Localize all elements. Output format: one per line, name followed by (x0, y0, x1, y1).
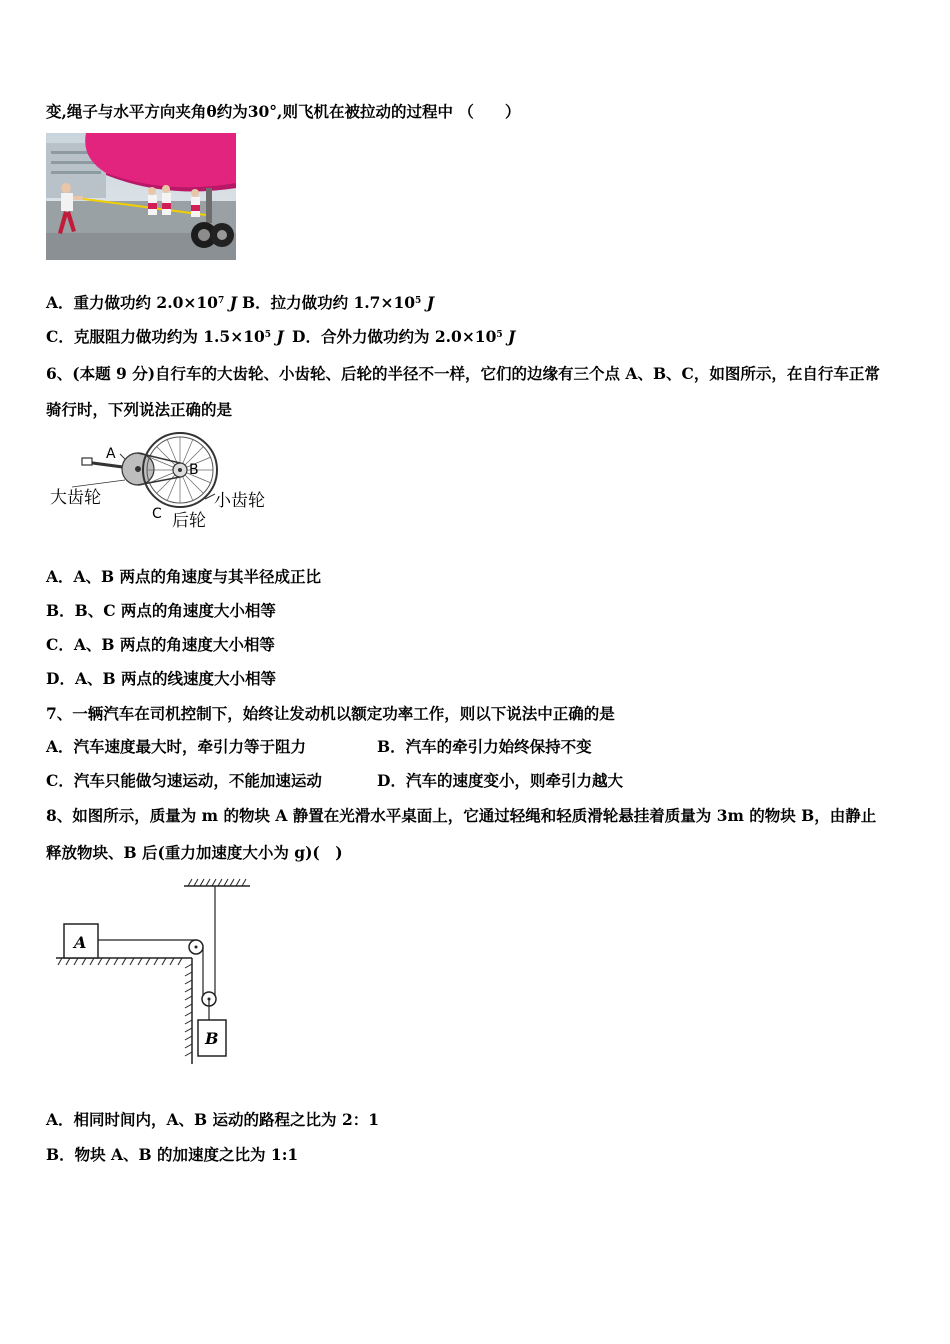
q6-option-b[interactable]: B．B、C 两点的角速度大小相等 (46, 601, 276, 620)
q6-option-a[interactable]: A．A、B 两点的角速度与其半径成正比 (46, 567, 322, 586)
q8-stem-line1: 8、如图所示，质量为 m 的物块 A 静置在光滑水平桌面上，它通过轻绳和轻质滑轮悬挂着质量为 3m 的物块 B，由静止 (46, 806, 877, 825)
bicycle-gear-diagram (50, 432, 280, 537)
label-point-b: B (189, 462, 199, 478)
label-point-c: C (152, 506, 162, 522)
q7-option-a[interactable]: A．汽车速度最大时，牵引力等于阻力 (46, 737, 307, 756)
q7-stem: 7、一辆汽车在司机控制下，始终让发动机以额定功率工作，则以下说法中正确的是 (46, 704, 615, 723)
label-big-gear: 大齿轮 (50, 488, 101, 508)
q7-option-d[interactable]: D．汽车的速度变小，则牵引力越大 (377, 771, 623, 790)
q6-option-d[interactable]: D．A、B 两点的线速度大小相等 (46, 669, 276, 688)
label-small-gear: 小齿轮 (214, 491, 265, 511)
q6-stem-line1: 6、(本题 9 分)自行车的大齿轮、小齿轮、后轮的半径不一样，它们的边缘有三个点 A、B、C，如图所示，在自行车正常 (46, 364, 880, 383)
label-block-a: A (74, 933, 87, 952)
q7-option-c[interactable]: C．汽车只能做匀速运动，不能加速运动 (46, 771, 322, 790)
q5-option-a[interactable]: A．重力做功约 $2.0\times 10^7$ J (46, 293, 237, 312)
q8-option-a[interactable]: A．相同时间内，A、B 运动的路程之比为 2：1 (46, 1110, 380, 1129)
q5-stem-tail: 变,绳子与水平方向夹角θ约为30°,则飞机在被拉动的过程中 （ ） (46, 102, 521, 121)
q8-stem-line2: 释放物块、B 后(重力加速度大小为 g)( ) (46, 843, 343, 862)
label-block-b: B (205, 1029, 219, 1048)
q7-option-b[interactable]: B．汽车的牵引力始终保持不变 (377, 737, 592, 756)
q5-option-d[interactable]: D．合外力做功约为 $2.0\times 10^5$ J (292, 327, 516, 346)
label-rear-wheel: 后轮 (172, 511, 206, 531)
q6-stem-line2: 骑行时，下列说法正确的是 (46, 400, 233, 419)
label-point-a: A (106, 446, 116, 462)
airplane-pull-photo (46, 133, 236, 260)
q8-option-b[interactable]: B．物块 A、B 的加速度之比为 1:1 (46, 1145, 299, 1164)
pulley-block-diagram (54, 876, 264, 1066)
q5-option-b[interactable]: B．拉力做功约 $1.7\times 10^5$ J (242, 293, 435, 312)
q6-option-c[interactable]: C．A、B 两点的角速度大小相等 (46, 635, 275, 654)
q5-option-c[interactable]: C．克服阻力做功约为 $1.5\times 10^5$ J (46, 327, 284, 346)
